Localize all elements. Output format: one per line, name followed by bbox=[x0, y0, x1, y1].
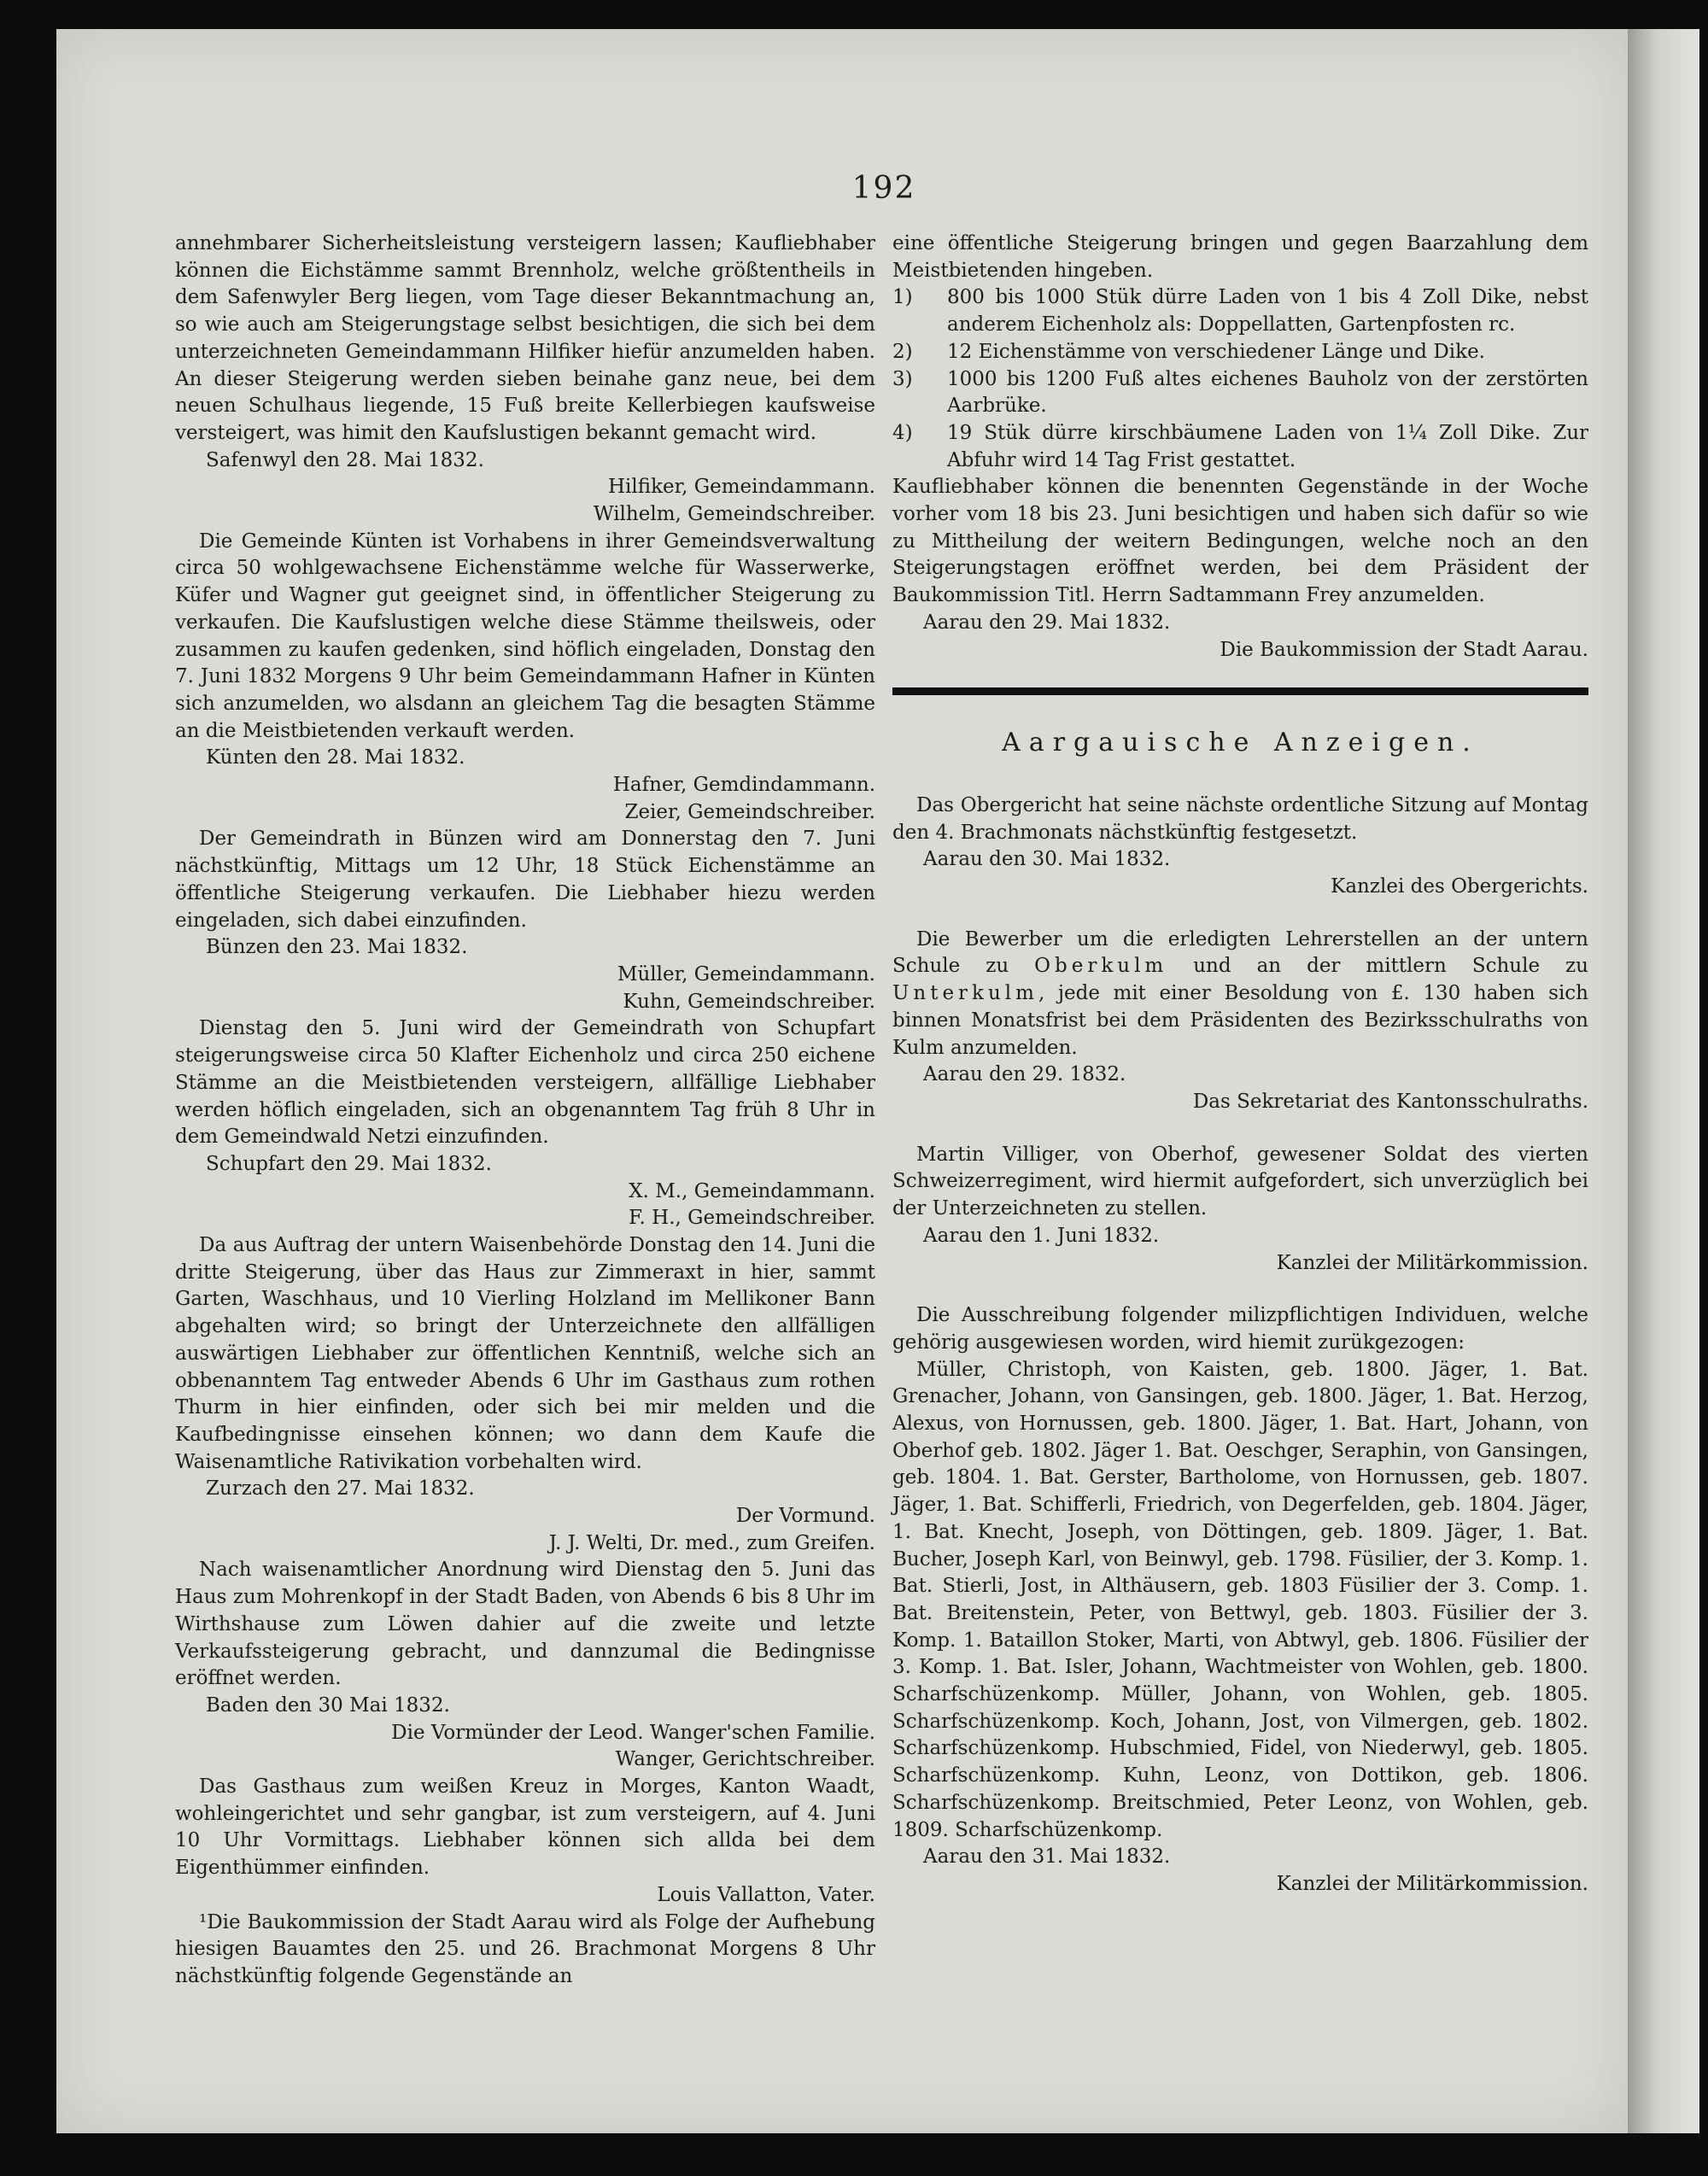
notice-signature: Kanzlei der Militärkommission. bbox=[1276, 1872, 1588, 1895]
notice-signature: Müller, Gemeindammann. bbox=[617, 962, 875, 986]
notice-signature: X. M., Gemeindammann. bbox=[629, 1179, 875, 1202]
notice-signature: Zeier, Gemeindschreiber. bbox=[624, 800, 875, 823]
notice-text: Der Gemeindrath in Bünzen wird am Donnerstag den 7. Juni nächstkünftig, Mittags um 12 Uhr, 18 Stück Eichenstämme an öffentliche Steigerung verkaufen. Die Liebhaber hiezu werden eingeladen, sich dabei einzufinden. bbox=[175, 828, 875, 932]
notice-date: Künten den 28. Mai 1832. bbox=[206, 746, 465, 769]
notice-text: Die Ausschreibung folgender milizpflichtigen Individuen, welche gehörig ausgewiesen worden, wird hiemit zurükgezogen: bbox=[892, 1304, 1588, 1354]
notice-date: Baden den 30 Mai 1832. bbox=[206, 1693, 450, 1717]
list-item bbox=[892, 284, 1588, 338]
notice-date: Schupfart den 29. Mai 1832. bbox=[206, 1152, 492, 1175]
list-item-text: 1000 bis 1200 Fuß altes eichenes Bauholz von der zerstörten Aarbrüke. bbox=[947, 367, 1588, 418]
notice-date: Bünzen den 23. Mai 1832. bbox=[206, 936, 468, 959]
notice-text: Die Gemeinde Künten ist Vorhabens in ihrer Gemeindsverwaltung circa 50 wohlgewachsene Eichenstämme welche für Wasserwerke, Küfer und Wagner gut geeignet sind, in öffentlicher Steigerung zu verkaufen. Die Kaufslustigen welche diese Stämme theilsweis, oder zusammen zu kaufen gedenken, sind höflich eingeladen, Donstag den 7. Juni 1832 Morgens 9 Uhr beim Gemeindammann Hafner in Künten sich anzumelden, wo alsdann an gleichem Tag die besagten Stämme an die Meistbietenden verkauft werden. bbox=[175, 529, 875, 742]
notice-text-part: , jede mit einer Besoldung von £. 130 haben sich binnen Monatsfrist bei dem Präsidenten des Bezirksschulraths von Kulm anzumelden. bbox=[892, 982, 1588, 1059]
notice-text-part: Die Bewerber um die erledigten Lehrerstellen an der untern Schule zu bbox=[892, 927, 1588, 978]
notice-date: Zurzach den 27. Mai 1832. bbox=[206, 1477, 475, 1500]
page-edge bbox=[1628, 29, 1699, 2133]
spacer bbox=[892, 1116, 1588, 1142]
notice-signature: Die Vormünder der Leod. Wanger'schen Familie. bbox=[391, 1721, 875, 1744]
list-item-text: 19 Stük dürre kirschbäumene Laden von 1¼ Zoll Dike. Zur Abfuhr wird 14 Tag Frist gestattet. bbox=[947, 421, 1588, 471]
notice-date: Aarau den 31. Mai 1832. bbox=[923, 1846, 1171, 1869]
notice-text: Da aus Auftrag der untern Waisenbehörde Donstag den 14. Juni die dritte Steigerung, über das Haus zur Zimmeraxt in hier, sammt Garten, Waschhaus, und 10 Vierling Holzland im Mellikoner Bann abgehalten wird; so bringt der Unterzeichnete den allfälligen auswärtigen Liebhaber zur öffentlichen Kenntniß, welche sich an obbenanntem Tag entweder Abends 6 Uhr im Gasthaus zum rothen Thurm in hier einfinden, oder sich bei mir melden und die Kaufbedingnisse einsehen können; wo dann dem Kaufe die Waisenamtliche Rativikation vorbehalten wird. bbox=[175, 1234, 875, 1473]
list-item bbox=[892, 339, 1588, 366]
notice-continuation: annehmbarer Sicherheitsleistung versteigern lassen; Kaufliebhaber können die Eichstämme sammt Brennholz, welche größtentheils in dem Safenwyler Berg liegen, vom Tage dieser Bekanntmachung an, so wie auch am Steigerungstage selbst besichtigen, die sich bei dem unterzeichneten Gemeindammann Hilfiker hiefür anzumelden haben. An dieser Steigerung werden sieben beinahe ganz neue, bei dem neuen Schulhaus liegende, 15 Fuß breite Kellerbiegen kaufsweise versteigert, was himit den Kaufslustigen bekannt gemacht wird. bbox=[175, 232, 875, 444]
item-list bbox=[892, 284, 1588, 474]
list-item-text: 12 Eichenstämme von verschiedener Länge und Dike. bbox=[947, 340, 1485, 363]
notice-date: Aarau den 1. Juni 1832. bbox=[923, 1224, 1160, 1247]
notice-signature: Kuhn, Gemeindschreiber. bbox=[623, 990, 875, 1013]
notice-text: Müller, Christoph, von Kaisten, geb. 1800. Jäger, 1. Bat. Grenacher, Johann, von Gansingen, geb. 1800. Jäger, 1. Bat. Herzog, Alexus, von Hornussen, geb. 1800. Jäger, 1. Bat. Hart, Johann, von Oberhof geb. 1802. Jäger 1. Bat. Oeschger, Seraphin, von Gansingen, geb. 1804. 1. Bat. Gerster, Bartholome, von Hornussen, geb. 1807. Jäger, 1. Bat. Schifferli, Friedrich, von Degerfelden, geb. 1804. Jäger, 1. Bat. Knecht, Joseph, von Döttingen, geb. 1809. Jäger, 1. Bat. Bucher, Joseph Karl, von Beinwyl, geb. 1798. Füsilier, der 3. Komp. 1. Bat. Stierli, Jost, in Althäusern, geb. 1803 Füsilier der 3. Comp. 1. Bat. Breitenstein, Peter, von Bettwyl, geb. 1803. Füsilier der 3. Komp. 1. Bataillon Stoker, Marti, von Abtwyl, geb. 1806. Füsilier der 3. Komp. 1. Bat. Isler, Johann, Wachtmeister von Wohlen, geb. 1800. Scharfschüzenkomp. Müller, Johann, von Wohlen, geb. 1805. Scharfschüzenkomp. Koch, Johann, Jost, von Vilmergen, geb. 1802. Scharfschüzenkomp. Hubschmied, Fidel, von Niederwyl, geb. 1805. Scharfschüzenkomp. Kuhn, Leonz, von Dottikon, geb. 1806. Scharfschüzenkomp. Breitschmied, Peter Leonz, von Wohlen, geb. 1809. Scharfschüzenkomp. bbox=[892, 1358, 1588, 1841]
notice-signature: Das Sekretariat des Kantonsschulraths. bbox=[1192, 1090, 1588, 1113]
notice-signature: F. H., Gemeindschreiber. bbox=[629, 1207, 875, 1230]
notice-date: Aarau den 29. 1832. bbox=[923, 1063, 1126, 1086]
notice-signature: Louis Vallatton, Vater. bbox=[657, 1883, 875, 1906]
left-column bbox=[175, 231, 875, 1991]
notice-signature: Wilhelm, Gemeindschreiber. bbox=[593, 503, 875, 526]
place-name: Unterkulm bbox=[892, 982, 1038, 1005]
notice-signature: Hilfiker, Gemeindammann. bbox=[607, 476, 875, 499]
list-item bbox=[892, 366, 1588, 420]
notice-text: Das Gasthaus zum weißen Kreuz in Morges, Kanton Waadt, wohleingerichtet und sehr gangbar, ist zum versteigern, auf 4. Juni 10 Uhr Vormittags. Liebhaber können sich allda bei dem Eigenthümmer einfinden. bbox=[175, 1775, 875, 1880]
notice-continuation: eine öffentliche Steigerung bringen und gegen Baarzahlung dem Meistbietenden hingeben. bbox=[892, 232, 1588, 282]
notice-signature: Die Baukommission der Stadt Aarau. bbox=[1220, 638, 1588, 661]
page-number: 192 bbox=[851, 171, 916, 206]
notice-signature: Wanger, Gerichtschreiber. bbox=[615, 1748, 875, 1771]
list-item-number: 4) bbox=[892, 421, 913, 444]
notice-signature: Der Vormund. bbox=[735, 1505, 875, 1528]
notice-text bbox=[892, 927, 1588, 1062]
right-column bbox=[892, 231, 1588, 1898]
notice-text: Nach waisenamtlicher Anordnung wird Dienstag den 5. Juni das Haus zum Mohrenkopf in der Stadt Baden, von Abends 6 bis 8 Uhr im Wirthshause zum Löwen dahier auf die zweite und letzte Verkaufssteigerung gebracht, und dannzumal die Bedingnisse eröffnet werden. bbox=[175, 1559, 875, 1690]
list-item bbox=[892, 420, 1588, 474]
notice-text: Kaufliebhaber können die benennten Gegenstände in der Woche vorher vom 18 bis 23. Juni besichtigen und haben sich dafür so wie zu Mittheilung der weitern Bedingungen, welche noch an den Steigerungstagen eröffnet werden, bei dem Präsident der Baukommission Titl. Herrn Sadtammann Frey anzumelden. bbox=[892, 476, 1588, 607]
notice-date: Aarau den 29. Mai 1832. bbox=[923, 611, 1171, 634]
list-item-number: 2) bbox=[892, 340, 913, 363]
spacer bbox=[892, 901, 1588, 927]
notice-signature: Kanzlei des Obergerichts. bbox=[1331, 875, 1588, 898]
place-name: Oberkulm bbox=[1034, 955, 1168, 978]
list-item-text: 800 bis 1000 Stük dürre Laden von 1 bis 4 Zoll Dike, nebst anderem Eichenholz als: Doppellatten, Gartenpfosten rc. bbox=[947, 286, 1588, 336]
list-item-number: 1) bbox=[892, 286, 913, 309]
section-divider bbox=[892, 687, 1588, 695]
notice-signature: Hafner, Gemdindammann. bbox=[612, 774, 875, 797]
notice-text: Das Obergericht hat seine nächste ordentliche Sitzung auf Montag den 4. Brachmonats nächstkünftig festgesetzt. bbox=[892, 793, 1588, 844]
notice-text: ¹Die Baukommission der Stadt Aarau wird als Folge der Aufhebung hiesigen Bauamtes den 25. und 26. Brachmonat Morgens 8 Uhr nächstkünftig folgende Gegenstände an bbox=[175, 1910, 875, 1987]
notice-date: Aarau den 30. Mai 1832. bbox=[923, 848, 1171, 871]
notice-text-part: und an der mittlern Schule zu bbox=[1167, 955, 1588, 978]
spacer bbox=[892, 1277, 1588, 1302]
list-item-number: 3) bbox=[892, 367, 913, 390]
notice-text: Dienstag den 5. Juni wird der Gemeindrath von Schupfart steigerungsweise circa 50 Klafter Eichenholz und circa 250 eichene Stämme an die Meistbietenden versteigern, allfällige Liebhaber werden höflich eingeladen, sich an obgenanntem Tag früh 8 Uhr in dem Gemeindwald Netzi einzufinden. bbox=[175, 1017, 875, 1149]
notice-signature: J. J. Welti, Dr. med., zum Greifen. bbox=[548, 1531, 875, 1554]
notice-text: Martin Villiger, von Oberhof, gewesener Soldat des vierten Schweizerregiment, wird hiermit aufgefordert, sich unverzüglich bei der Unterzeichneten zu stellen. bbox=[892, 1143, 1588, 1220]
notice-date: Safenwyl den 28. Mai 1832. bbox=[206, 448, 484, 471]
notice-signature: Kanzlei der Militärkommission. bbox=[1276, 1251, 1588, 1274]
section-title: Aargauische Anzeigen. bbox=[1002, 728, 1479, 758]
